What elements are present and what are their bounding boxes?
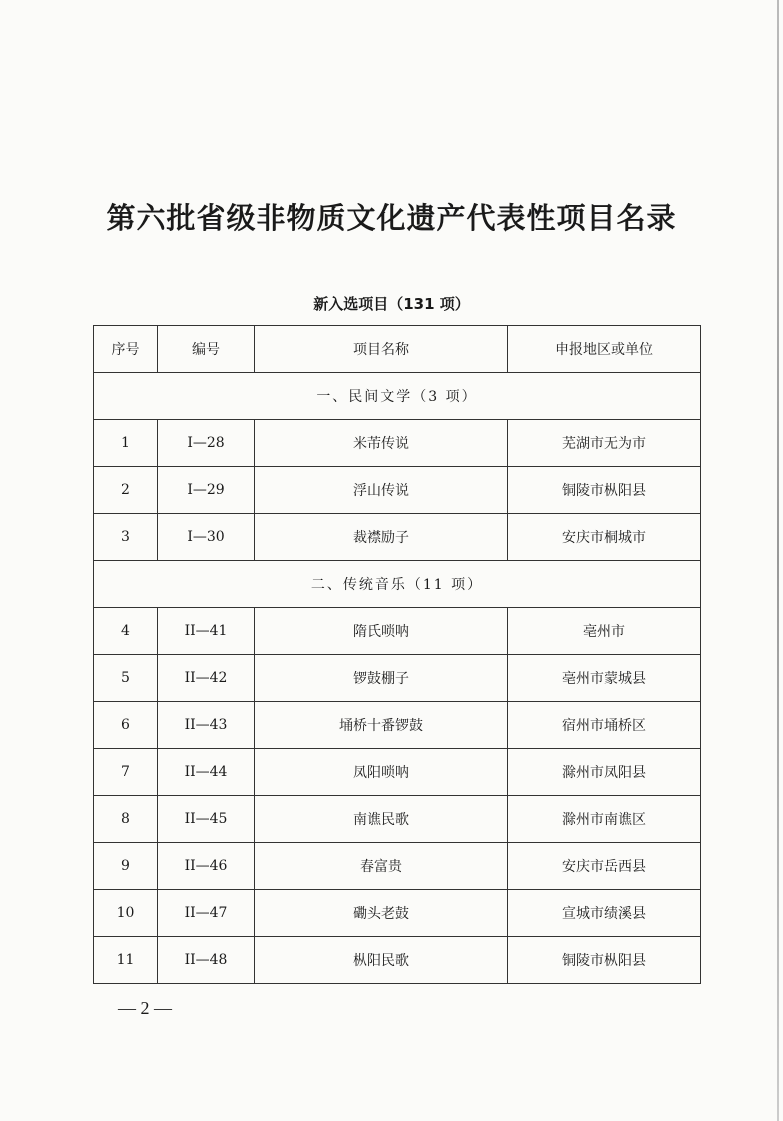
row-region: 宣城市绩溪县 [508,890,701,937]
category-row [94,373,701,420]
row-region: 滁州市南谯区 [508,796,701,843]
row-seq: 8 [94,796,158,843]
row-name: 南谯民歌 [255,796,508,843]
table-row [94,890,701,937]
row-region: 滁州市凤阳县 [508,749,701,796]
row-region: 安庆市桐城市 [508,514,701,561]
row-name: 浮山传说 [255,467,508,514]
row-seq: 9 [94,843,158,890]
scan-edge [777,0,779,1121]
row-code: II—41 [158,608,255,655]
row-seq: 5 [94,655,158,702]
table-row [94,608,701,655]
row-seq: 10 [94,890,158,937]
row-code: I—30 [158,514,255,561]
row-code: II—45 [158,796,255,843]
project-table [93,325,701,984]
row-name: 锣鼓棚子 [255,655,508,702]
row-name: 春富贵 [255,843,508,890]
row-code: I—28 [158,420,255,467]
row-code: II—47 [158,890,255,937]
table-row [94,514,701,561]
row-seq: 7 [94,749,158,796]
row-name: 裁襟励子 [255,514,508,561]
category-label: 一、民间文学（3 项） [94,373,701,420]
table-row [94,843,701,890]
row-seq: 6 [94,702,158,749]
row-name: 凤阳唢呐 [255,749,508,796]
row-code: II—44 [158,749,255,796]
row-seq: 1 [94,420,158,467]
row-region: 亳州市蒙城县 [508,655,701,702]
row-region: 芜湖市无为市 [508,420,701,467]
row-name: 枞阳民歌 [255,937,508,984]
page-title: 第六批省级非物质文化遗产代表性项目名录 [106,201,677,235]
category-row [94,561,701,608]
row-name: 米芾传说 [255,420,508,467]
header-region: 申报地区或单位 [508,326,701,373]
row-name: 隋氏唢呐 [255,608,508,655]
row-code: II—43 [158,702,255,749]
table-row [94,702,701,749]
row-seq: 11 [94,937,158,984]
row-seq: 4 [94,608,158,655]
row-code: II—42 [158,655,255,702]
row-code: II—46 [158,843,255,890]
row-name: 磡头老鼓 [255,890,508,937]
table-row [94,420,701,467]
row-name: 埇桥十番锣鼓 [255,702,508,749]
page-number: — 2 — [118,998,172,1018]
table-row [94,937,701,984]
row-code: I—29 [158,467,255,514]
row-region: 铜陵市枞阳县 [508,937,701,984]
table-row [94,749,701,796]
table-row [94,655,701,702]
row-region: 宿州市埇桥区 [508,702,701,749]
header-name: 项目名称 [255,326,508,373]
row-region: 亳州市 [508,608,701,655]
row-region: 铜陵市枞阳县 [508,467,701,514]
table-row [94,467,701,514]
table-row [94,796,701,843]
row-seq: 2 [94,467,158,514]
table-header-row [94,326,701,373]
header-code: 编号 [158,326,255,373]
table-subtitle: 新入选项目（131 项） [313,295,470,313]
header-seq: 序号 [94,326,158,373]
row-region: 安庆市岳西县 [508,843,701,890]
category-label: 二、传统音乐（11 项） [94,561,701,608]
row-code: II—48 [158,937,255,984]
row-seq: 3 [94,514,158,561]
